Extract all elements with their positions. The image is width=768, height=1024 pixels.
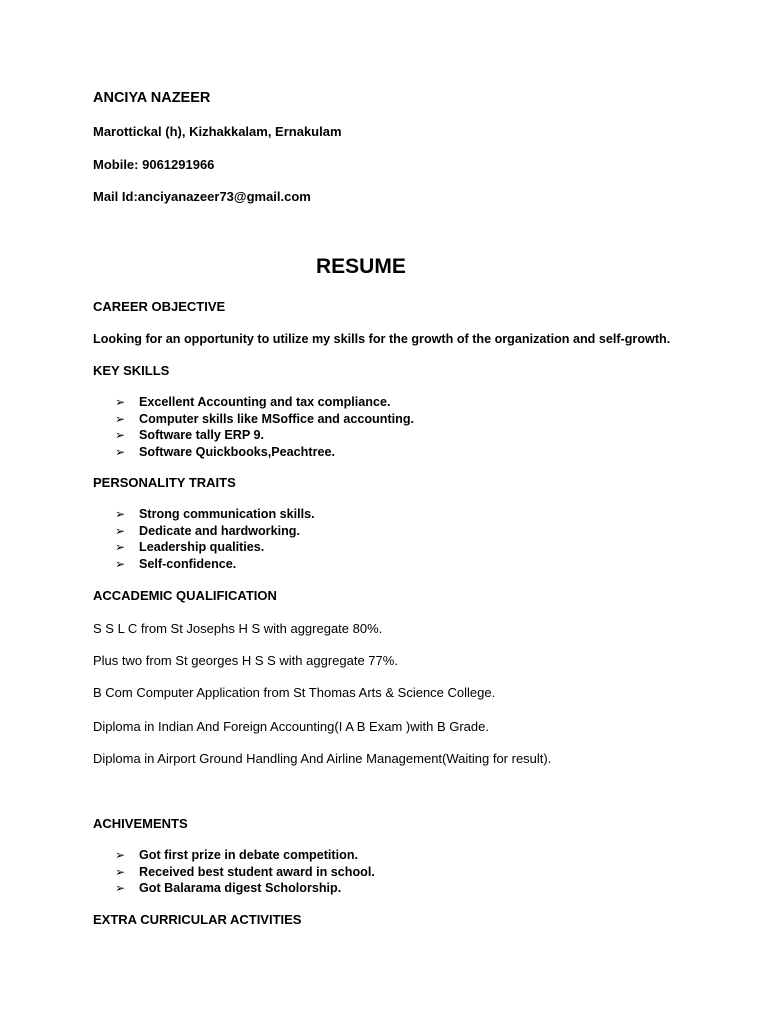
list-item: ➢ Self-confidence. xyxy=(115,556,237,571)
address-line: Marottickal (h), Kizhakkalam, Ernakulam xyxy=(93,124,342,139)
achievements-list xyxy=(93,847,375,897)
key-skills-heading: KEY SKILLS xyxy=(93,363,170,378)
arrowhead-bullet-icon: ➢ xyxy=(115,540,126,555)
arrowhead-bullet-icon: ➢ xyxy=(115,395,126,409)
key-skills-list xyxy=(93,394,414,460)
list-item: ➢ Dedicate and hardworking. xyxy=(115,523,300,538)
achievements-heading: ACHIVEMENTS xyxy=(93,816,188,831)
academic-item: Diploma in Airport Ground Handling And Airline Management(Waiting for result). xyxy=(93,751,552,766)
list-item: ➢ Got Balarama digest Scholorship. xyxy=(115,881,342,896)
career-objective-heading: CAREER OBJECTIVE xyxy=(93,299,226,314)
list-item: ➢ Strong communication skills. xyxy=(115,507,315,521)
arrowhead-bullet-icon: ➢ xyxy=(115,507,126,521)
list-item: ➢ Software Quickbooks,Peachtree. xyxy=(115,444,335,459)
mobile-line: Mobile: 9061291966 xyxy=(93,157,215,172)
academic-item: S S L C from St Josephs H S with aggregate 80%. xyxy=(93,621,383,636)
arrowhead-bullet-icon: ➢ xyxy=(115,881,126,896)
list-item: ➢ Excellent Accounting and tax compliance. xyxy=(115,395,391,409)
arrowhead-bullet-icon: ➢ xyxy=(115,523,126,538)
academic-heading: ACCADEMIC QUALIFICATION xyxy=(93,588,277,603)
arrowhead-bullet-icon: ➢ xyxy=(115,411,126,426)
personality-traits-list xyxy=(93,506,315,572)
personality-traits-heading: PERSONALITY TRAITS xyxy=(93,475,236,490)
list-item: ➢ Leadership qualities. xyxy=(115,540,265,555)
candidate-name: ANCIYA NAZEER xyxy=(93,90,211,106)
list-item: ➢ Received best student award in school. xyxy=(115,864,375,879)
arrowhead-bullet-icon: ➢ xyxy=(115,848,126,862)
resume-title: RESUME xyxy=(316,255,406,278)
arrowhead-bullet-icon: ➢ xyxy=(115,864,126,879)
academic-item: B Com Computer Application from St Thomas Arts & Science College. xyxy=(93,685,496,700)
extra-curricular-heading: EXTRA CURRICULAR ACTIVITIES xyxy=(93,912,302,927)
arrowhead-bullet-icon: ➢ xyxy=(115,556,126,571)
academic-item: Diploma in Indian And Foreign Accounting(I A B Exam )with B Grade. xyxy=(93,719,489,734)
arrowhead-bullet-icon: ➢ xyxy=(115,428,126,443)
mail-line: Mail Id:anciyanazeer73@gmail.com xyxy=(93,189,311,204)
arrowhead-bullet-icon: ➢ xyxy=(115,444,126,459)
career-objective-text: Looking for an opportunity to utilize my skills for the growth of the organization and self-growth. xyxy=(93,332,671,346)
list-item: ➢ Software tally ERP 9. xyxy=(115,428,265,443)
list-item: ➢ Got first prize in debate competition. xyxy=(115,848,359,862)
academic-item: Plus two from St georges H S S with aggregate 77%. xyxy=(93,653,398,668)
list-item: ➢ Computer skills like MSoffice and accounting. xyxy=(115,411,415,426)
